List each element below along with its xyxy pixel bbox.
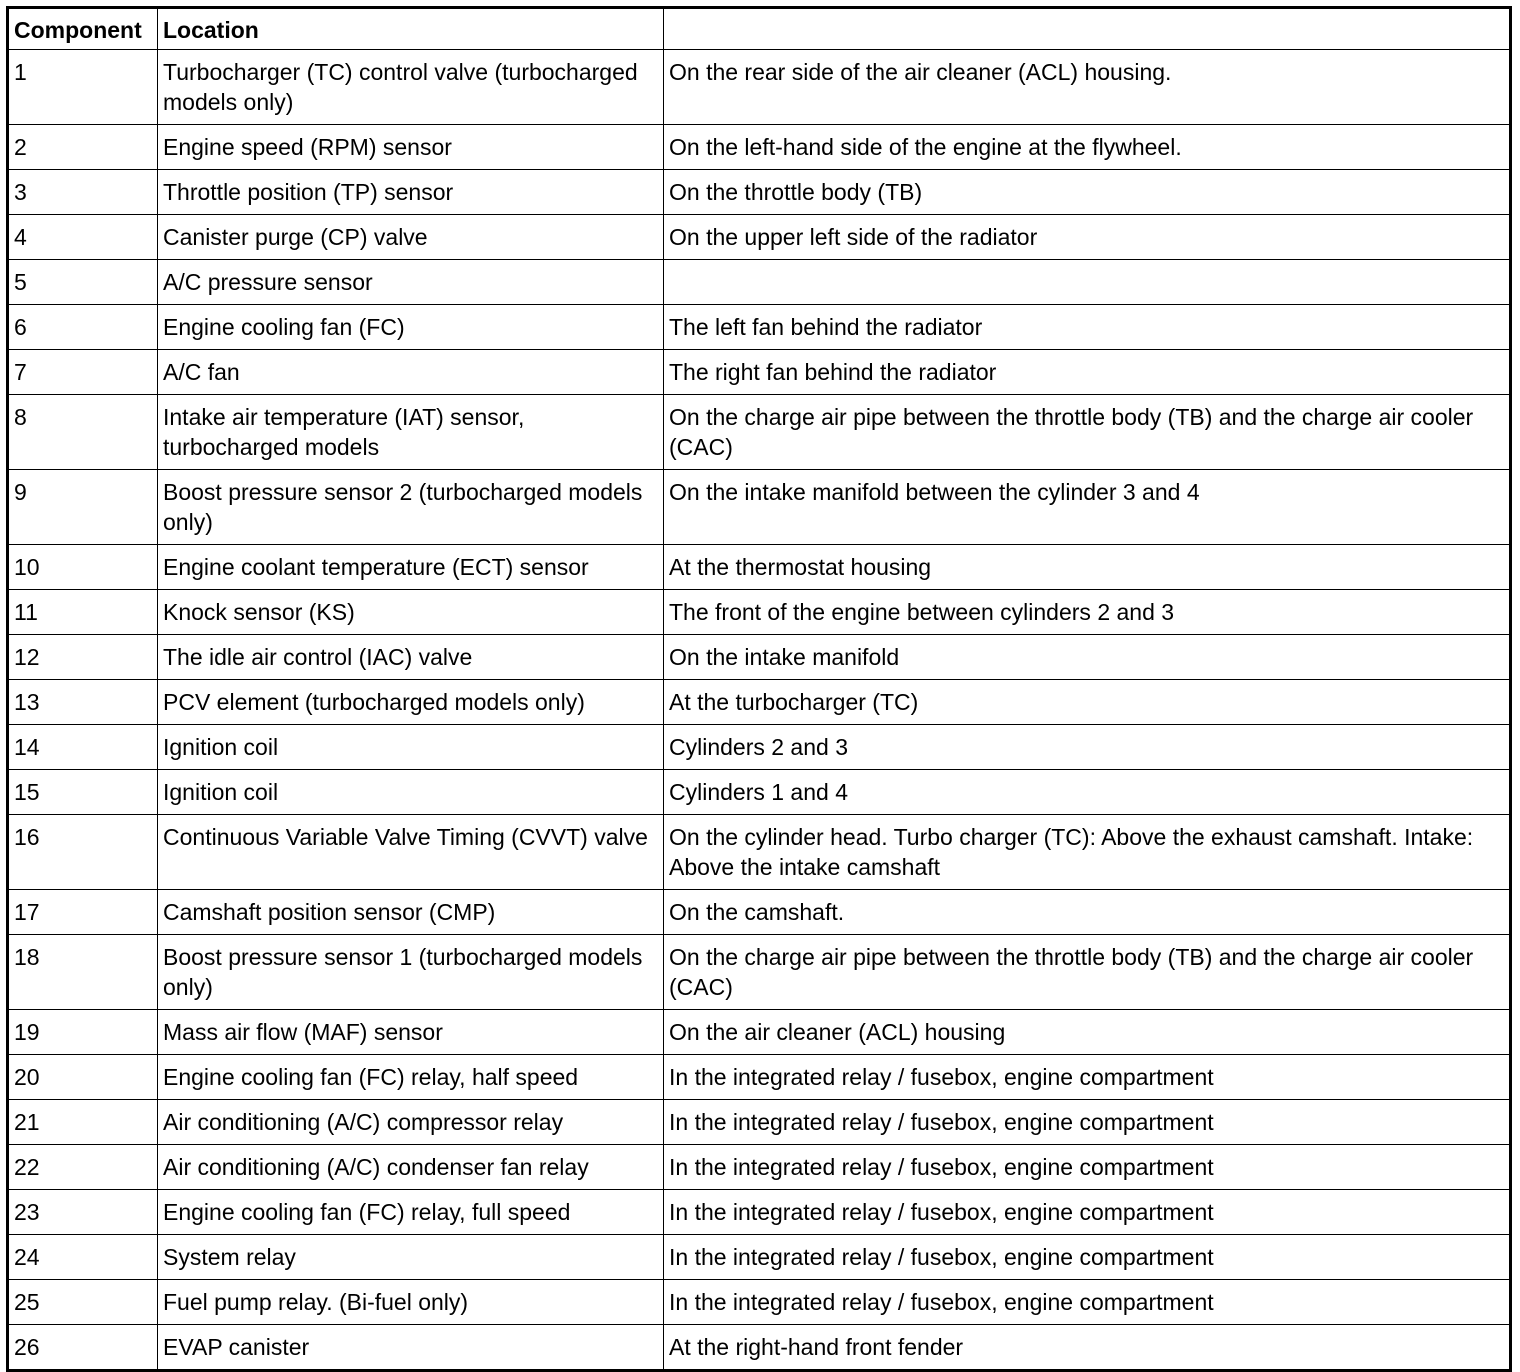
component-name: Intake air temperature (IAT) sensor, turbocharged models	[158, 395, 664, 470]
component-number: 18	[8, 935, 158, 1010]
component-name: Canister purge (CP) valve	[158, 215, 664, 260]
table-row	[8, 545, 1511, 590]
table-row	[8, 215, 1511, 260]
component-location: In the integrated relay / fusebox, engine compartment	[664, 1055, 1511, 1100]
component-name: Throttle position (TP) sensor	[158, 170, 664, 215]
component-number: 11	[8, 590, 158, 635]
table-row	[8, 935, 1511, 1010]
table-row	[8, 815, 1511, 890]
component-location: On the camshaft.	[664, 890, 1511, 935]
component-name: System relay	[158, 1235, 664, 1280]
component-number: 7	[8, 350, 158, 395]
component-number: 24	[8, 1235, 158, 1280]
component-name: Camshaft position sensor (CMP)	[158, 890, 664, 935]
component-number: 6	[8, 305, 158, 350]
component-location: At the thermostat housing	[664, 545, 1511, 590]
component-name: Boost pressure sensor 2 (turbocharged models only)	[158, 470, 664, 545]
component-name: Air conditioning (A/C) compressor relay	[158, 1100, 664, 1145]
component-number: 16	[8, 815, 158, 890]
component-location-table	[6, 6, 1512, 1372]
component-name: Knock sensor (KS)	[158, 590, 664, 635]
table-row	[8, 260, 1511, 305]
component-name: Fuel pump relay. (Bi-fuel only)	[158, 1280, 664, 1325]
component-number: 25	[8, 1280, 158, 1325]
component-name: Boost pressure sensor 1 (turbocharged models only)	[158, 935, 664, 1010]
component-location: The right fan behind the radiator	[664, 350, 1511, 395]
component-name: PCV element (turbocharged models only)	[158, 680, 664, 725]
component-name: EVAP canister	[158, 1325, 664, 1371]
table-row	[8, 305, 1511, 350]
component-location: In the integrated relay / fusebox, engine compartment	[664, 1280, 1511, 1325]
component-number: 9	[8, 470, 158, 545]
table-row	[8, 350, 1511, 395]
table-row	[8, 1235, 1511, 1280]
component-name: A/C pressure sensor	[158, 260, 664, 305]
table-row	[8, 680, 1511, 725]
component-name: Turbocharger (TC) control valve (turbocharged models only)	[158, 50, 664, 125]
table-row	[8, 1190, 1511, 1235]
component-name: Engine speed (RPM) sensor	[158, 125, 664, 170]
component-location: On the charge air pipe between the throttle body (TB) and the charge air cooler (CAC)	[664, 935, 1511, 1010]
component-location: In the integrated relay / fusebox, engine compartment	[664, 1145, 1511, 1190]
component-location: On the throttle body (TB)	[664, 170, 1511, 215]
component-location: Cylinders 1 and 4	[664, 770, 1511, 815]
header-details	[664, 8, 1511, 50]
component-location: On the left-hand side of the engine at the flywheel.	[664, 125, 1511, 170]
component-location: The front of the engine between cylinders 2 and 3	[664, 590, 1511, 635]
component-name: Engine cooling fan (FC)	[158, 305, 664, 350]
header-component: Component	[8, 8, 158, 50]
table-row	[8, 1325, 1511, 1371]
table-row	[8, 770, 1511, 815]
component-number: 4	[8, 215, 158, 260]
component-number: 17	[8, 890, 158, 935]
component-location: At the turbocharger (TC)	[664, 680, 1511, 725]
component-name: Ignition coil	[158, 770, 664, 815]
component-location: On the charge air pipe between the throttle body (TB) and the charge air cooler (CAC)	[664, 395, 1511, 470]
component-number: 20	[8, 1055, 158, 1100]
component-name: Engine coolant temperature (ECT) sensor	[158, 545, 664, 590]
component-name: The idle air control (IAC) valve	[158, 635, 664, 680]
component-number: 8	[8, 395, 158, 470]
component-location: The left fan behind the radiator	[664, 305, 1511, 350]
table-row	[8, 50, 1511, 125]
component-name: Engine cooling fan (FC) relay, full speed	[158, 1190, 664, 1235]
component-location: At the right-hand front fender	[664, 1325, 1511, 1371]
table-row	[8, 590, 1511, 635]
table-row	[8, 1280, 1511, 1325]
component-location	[664, 260, 1511, 305]
component-number: 5	[8, 260, 158, 305]
component-location: On the intake manifold	[664, 635, 1511, 680]
table-row	[8, 725, 1511, 770]
table-header-row	[8, 8, 1511, 50]
table-row	[8, 890, 1511, 935]
component-name: Mass air flow (MAF) sensor	[158, 1010, 664, 1055]
table-row	[8, 1010, 1511, 1055]
component-number: 19	[8, 1010, 158, 1055]
table-row	[8, 1055, 1511, 1100]
component-location: On the rear side of the air cleaner (ACL) housing.	[664, 50, 1511, 125]
component-name: A/C fan	[158, 350, 664, 395]
component-number: 21	[8, 1100, 158, 1145]
component-location: On the air cleaner (ACL) housing	[664, 1010, 1511, 1055]
component-location: Cylinders 2 and 3	[664, 725, 1511, 770]
table-row	[8, 125, 1511, 170]
component-name: Air conditioning (A/C) condenser fan relay	[158, 1145, 664, 1190]
component-number: 14	[8, 725, 158, 770]
component-number: 10	[8, 545, 158, 590]
component-name: Continuous Variable Valve Timing (CVVT) valve	[158, 815, 664, 890]
table-row	[8, 395, 1511, 470]
component-number: 26	[8, 1325, 158, 1371]
component-location: In the integrated relay / fusebox, engine compartment	[664, 1235, 1511, 1280]
component-number: 12	[8, 635, 158, 680]
table-row	[8, 1145, 1511, 1190]
table-row	[8, 1100, 1511, 1145]
table-row	[8, 635, 1511, 680]
component-name: Ignition coil	[158, 725, 664, 770]
component-number: 23	[8, 1190, 158, 1235]
component-number: 1	[8, 50, 158, 125]
component-name: Engine cooling fan (FC) relay, half speed	[158, 1055, 664, 1100]
component-number: 22	[8, 1145, 158, 1190]
header-location: Location	[158, 8, 664, 50]
component-location: In the integrated relay / fusebox, engine compartment	[664, 1190, 1511, 1235]
component-number: 3	[8, 170, 158, 215]
component-number: 15	[8, 770, 158, 815]
component-location: On the intake manifold between the cylinder 3 and 4	[664, 470, 1511, 545]
component-number: 2	[8, 125, 158, 170]
table-row	[8, 170, 1511, 215]
table-row	[8, 470, 1511, 545]
component-location: In the integrated relay / fusebox, engine compartment	[664, 1100, 1511, 1145]
component-location: On the upper left side of the radiator	[664, 215, 1511, 260]
component-location: On the cylinder head. Turbo charger (TC): Above the exhaust camshaft. Intake: Above the intake camshaft	[664, 815, 1511, 890]
component-number: 13	[8, 680, 158, 725]
